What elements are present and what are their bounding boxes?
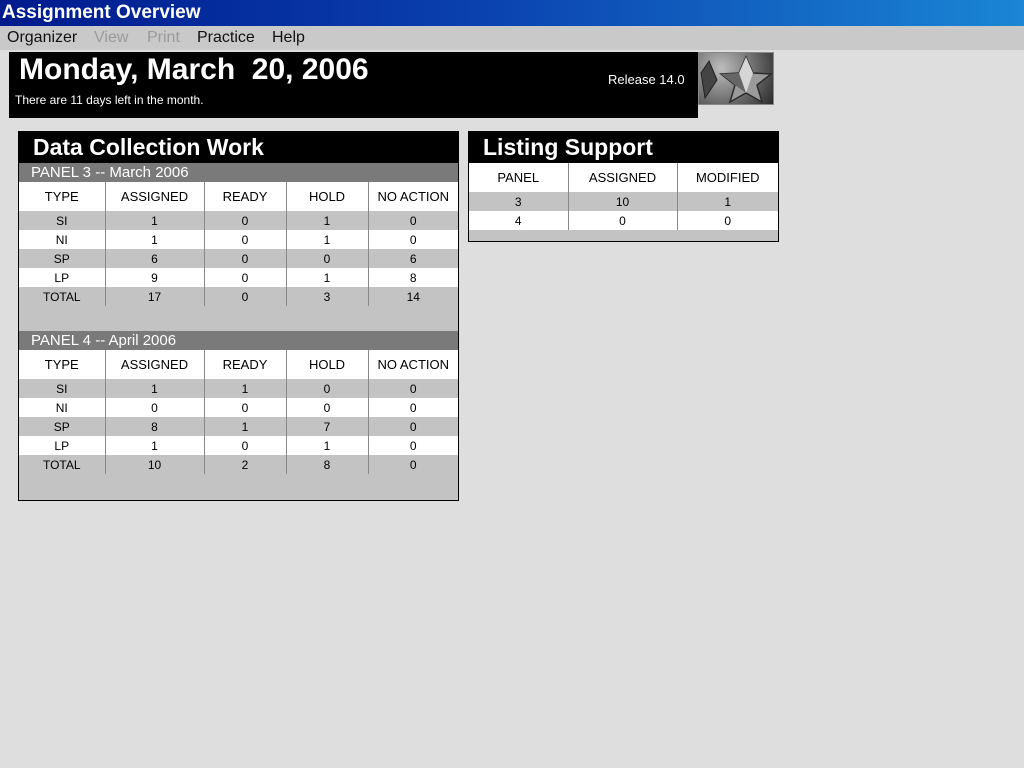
- table-row: 4 0 0: [469, 211, 778, 230]
- panel-4-header: PANEL 4 -- April 2006: [19, 331, 458, 350]
- col-panel: PANEL: [469, 163, 568, 192]
- window-title-bar: [0, 0, 1024, 26]
- table-row: LP 1 0 1 0: [19, 436, 458, 455]
- menu-print[interactable]: Print: [147, 29, 180, 46]
- panel-3-header: PANEL 3 -- March 2006: [19, 163, 458, 182]
- col-type: TYPE: [19, 350, 105, 379]
- table-row: SI 1 1 0 0: [19, 379, 458, 398]
- listing-support-table: [469, 163, 778, 230]
- col-no-action: NO ACTION: [368, 182, 458, 211]
- table-row: SP 8 1 7 0: [19, 417, 458, 436]
- table-row: SP 6 0 0 6: [19, 249, 458, 268]
- col-type: TYPE: [19, 182, 105, 211]
- current-date: Monday, March 20, 2006: [19, 53, 369, 86]
- total-row: TOTAL 10 2 8 0: [19, 455, 458, 474]
- date-banner: [9, 52, 698, 118]
- listing-support-title: Listing Support: [469, 132, 778, 163]
- col-no-action: NO ACTION: [368, 350, 458, 379]
- menu-view[interactable]: View: [94, 29, 129, 46]
- days-left-text: There are 11 days left in the month.: [15, 93, 204, 107]
- listing-support-panel: [468, 131, 779, 242]
- menu-practice[interactable]: Practice: [197, 29, 255, 46]
- release-version: Release 14.0: [608, 72, 685, 87]
- table-row: NI 1 0 1 0: [19, 230, 458, 249]
- star-logo-icon: [698, 52, 774, 105]
- col-modified: MODIFIED: [677, 163, 778, 192]
- panel-4-table: [19, 350, 458, 474]
- col-ready: READY: [204, 182, 286, 211]
- table-row: 3 10 1: [469, 192, 778, 211]
- data-collection-panel: [18, 131, 459, 501]
- panel-3-table: [19, 182, 458, 306]
- table-row: NI 0 0 0 0: [19, 398, 458, 417]
- window-title: Assignment Overview: [2, 2, 201, 23]
- data-collection-title: Data Collection Work: [19, 132, 458, 163]
- table-row: LP 9 0 1 8: [19, 268, 458, 287]
- col-assigned: ASSIGNED: [568, 163, 677, 192]
- total-row: TOTAL 17 0 3 14: [19, 287, 458, 306]
- col-assigned: ASSIGNED: [105, 182, 204, 211]
- menu-bar: [0, 26, 1024, 50]
- col-hold: HOLD: [286, 350, 368, 379]
- col-hold: HOLD: [286, 182, 368, 211]
- menu-organizer[interactable]: Organizer: [7, 29, 78, 46]
- col-ready: READY: [204, 350, 286, 379]
- table-row: SI 1 0 1 0: [19, 211, 458, 230]
- col-assigned: ASSIGNED: [105, 350, 204, 379]
- menu-help[interactable]: Help: [272, 29, 305, 46]
